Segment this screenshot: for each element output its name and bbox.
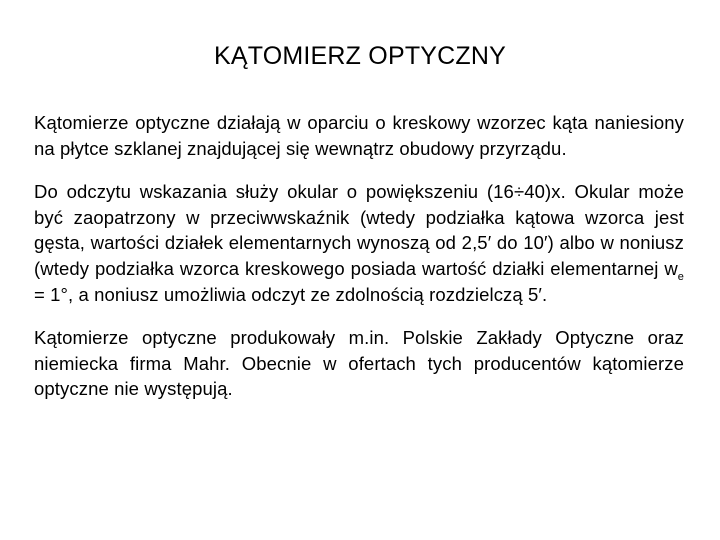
slide-title: KĄTOMIERZ OPTYCZNY [213, 42, 507, 70]
paragraph-reading-text-end: = 1°, a noniusz umożliwia odczyt ze zdolnością rozdzielczą 5′. [34, 283, 548, 305]
paragraph-principle: Kątomierze optyczne działają w oparciu o kreskowy wzorzec kąta naniesiony na płytce szklanej znajdującej się wewnątrz obudowy przyrządu. [34, 112, 684, 159]
paragraph-manufacturers: Kątomierze optyczne produkowały m.in. Polskie Zakłady Optyczne oraz niemiecka firma Mahr. Obecnie w ofertach tych producentów kątomierze optyczne nie występują. [34, 327, 684, 400]
paragraph-reading-text: Do odczytu wskazania służy okular o powiększeniu (16÷40)x. Okular może być zaopatrzony w przeciwwskaźnik (wtedy podziałka kątowa wzorca jest gęsta, wartości działek elementarnych wynoszą od 2,5′ do 10′) albo w noniusz (wtedy podziałka wzorca kreskowego posiada wartość działki elementarnej w [34, 181, 684, 279]
subscript-e: e [677, 270, 684, 283]
paragraph-reading [34, 179, 684, 307]
slide-body [34, 110, 684, 402]
